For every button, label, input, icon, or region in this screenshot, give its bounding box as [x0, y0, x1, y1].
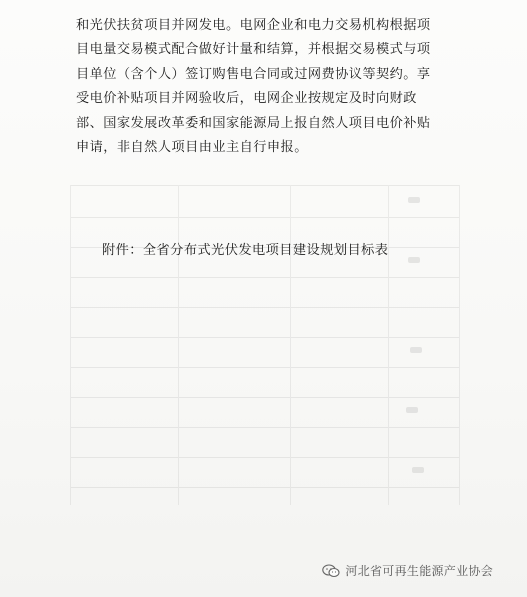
body-paragraph [76, 14, 476, 160]
watermark [322, 562, 493, 579]
bleed-through-table [70, 185, 460, 505]
paragraph-line: 目单位（含个人）签订购售电合同或过网费协议等契约。享 [76, 66, 431, 82]
attachment-note: 附件：全省分布式光伏发电项目建设规划目标表 [102, 243, 389, 258]
paragraph-line: 目电量交易模式配合做好计量和结算，并根据交易模式与项 [76, 42, 431, 58]
paragraph-line: 和光伏扶贫项目并网发电。电网企业和电力交易机构根据项 [76, 18, 431, 33]
paragraph-line: 申请，非自然人项目由业主自行申报。 [76, 140, 308, 156]
wechat-icon [322, 564, 340, 578]
watermark-text: 河北省可再生能源产业协会 [345, 564, 493, 578]
paragraph-line: 部、国家发展改革委和国家能源局上报自然人项目电价补贴 [76, 115, 431, 131]
paragraph-line: 受电价补贴项目并网验收后，电网企业按规定及时向财政 [76, 91, 417, 107]
